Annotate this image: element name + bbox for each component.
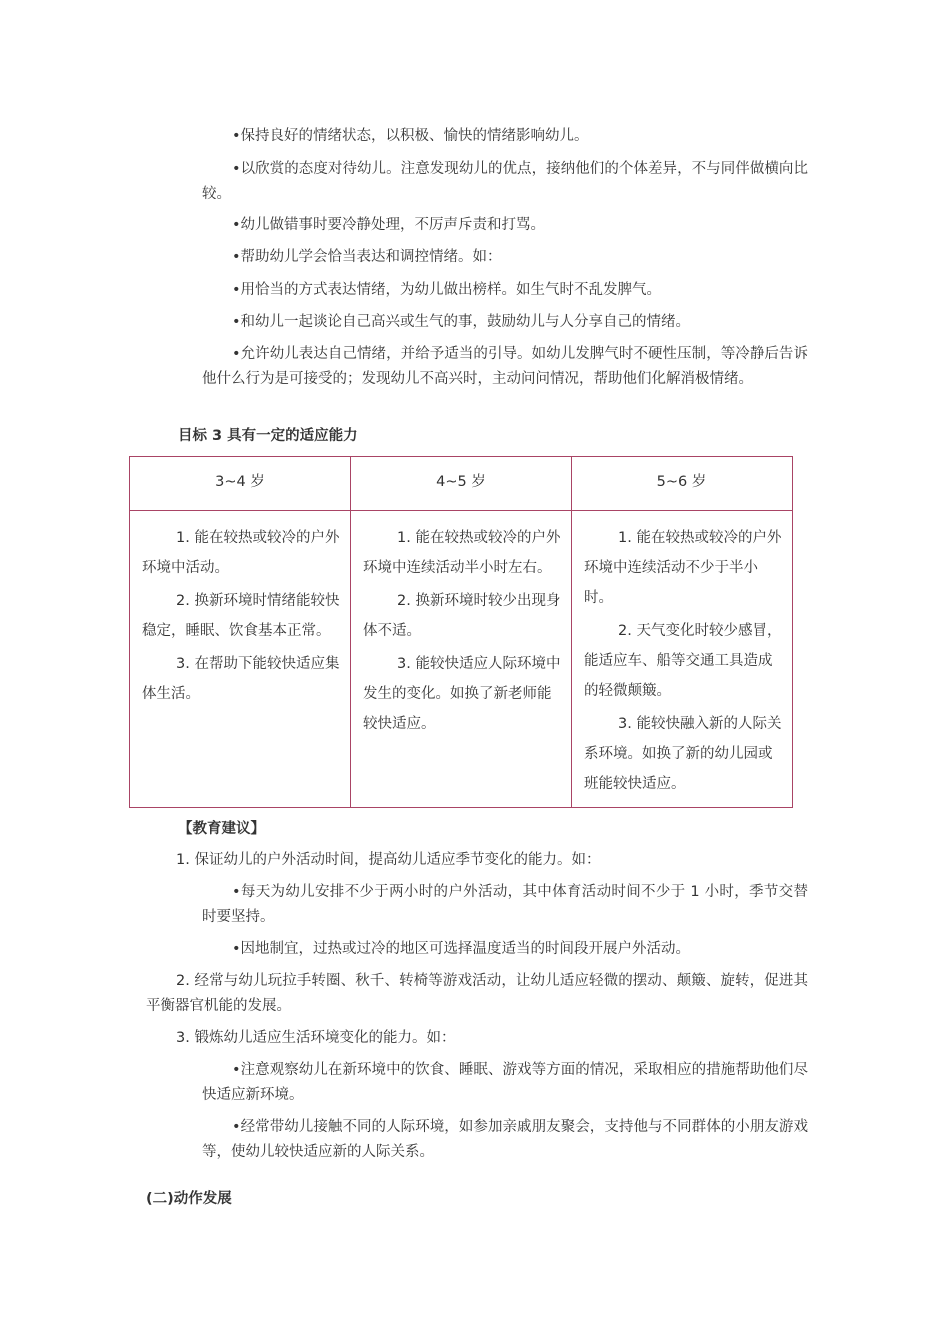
table-cell [142, 523, 342, 712]
bullet-paragraph: •因地制宜，过热或过冷的地区可选择温度适当的时间段开展户外活动。 [232, 941, 691, 957]
bullet-paragraph: •以欣赏的态度对待幼儿。注意发现幼儿的优点，接纳他们的个体差异，不与同伴做横向比较。 [202, 161, 808, 202]
section-title: (二)动作发展 [146, 1191, 232, 1207]
table-column-4-5 [351, 457, 571, 807]
bullet-paragraph: •每天为幼儿安排不少于两小时的户外活动，其中体育活动时间不少于 1 小时，季节交替时要坚持。 [202, 884, 808, 925]
advice-item: 1. 保证幼儿的户外活动时间，提高幼儿适应季节变化的能力。如： [176, 852, 601, 868]
table-cell-item: 2. 天气变化时较少感冒，能适应车、船等交通工具造成的轻微颠簸。 [584, 623, 782, 699]
bullet-paragraph: •经常带幼儿接触不同的人际环境，如参加亲戚朋友聚会，支持他与不同群体的小朋友游戏等，使幼儿较快适应新的人际关系。 [202, 1119, 808, 1160]
bullet-paragraph: •允许幼儿表达自己情绪，并给予适当的引导。如幼儿发脾气时不硬性压制，等冷静后告诉他什么行为是可接受的；发现幼儿不高兴时，主动问问情况，帮助他们化解消极情绪。 [202, 346, 808, 387]
table-cell-item: 1. 能在较热或较冷的户外环境中连续活动不少于半小时。 [584, 530, 782, 606]
table-cell [584, 523, 783, 802]
table-cell-item: 1. 能在较热或较冷的户外环境中连续活动半小时左右。 [363, 530, 561, 576]
table-cell-item: 3. 能较快适应人际环境中发生的变化。如换了新老师能较快适应。 [363, 656, 561, 732]
table-cell-item: 1. 能在较热或较冷的户外环境中活动。 [142, 530, 340, 576]
table-header-cell: 5~6 岁 [656, 474, 707, 490]
advice-item: 3. 锻炼幼儿适应生活环境变化的能力。如： [176, 1030, 456, 1046]
table-cell [363, 523, 563, 742]
table-column-3-4 [130, 457, 350, 807]
age-goal-table [129, 456, 793, 808]
table-header-cell: 3~4 岁 [215, 474, 265, 490]
bullet-paragraph: •帮助幼儿学会恰当表达和调控情绪。如： [232, 249, 502, 265]
bullet-paragraph: •幼儿做错事时要冷静处理，不厉声斥责和打骂。 [232, 217, 546, 233]
table-cell-item: 2. 换新环境时较少出现身体不适。 [363, 593, 561, 639]
advice-item: 2. 经常与幼儿玩拉手转圈、秋千、转椅等游戏活动，让幼儿适应轻微的摆动、颠簸、旋转，促进其平衡器官机能的发展。 [146, 973, 808, 1014]
bullet-paragraph: •用恰当的方式表达情绪，为幼儿做出榜样。如生气时不乱发脾气。 [232, 282, 662, 298]
table-cell-item: 3. 在帮助下能较快适应集体生活。 [142, 656, 340, 702]
goal-title: 目标 3 具有一定的适应能力 [178, 428, 358, 444]
table-cell-item: 3. 能较快融入新的人际关系环境。如换了新的幼儿园或班能较快适应。 [584, 716, 782, 792]
bullet-paragraph: •注意观察幼儿在新环境中的饮食、睡眠、游戏等方面的情况，采取相应的措施帮助他们尽快适应新环境。 [202, 1062, 808, 1103]
table-column-5-6 [572, 457, 791, 807]
table-header-cell: 4~5 岁 [436, 474, 486, 490]
bullet-paragraph: •保持良好的情绪状态，以积极、愉快的情绪影响幼儿。 [232, 128, 589, 144]
table-cell-item: 2. 换新环境时情绪能较快稳定，睡眠、饮食基本正常。 [142, 593, 340, 639]
bullet-paragraph: •和幼儿一起谈论自己高兴或生气的事，鼓励幼儿与人分享自己的情绪。 [232, 314, 691, 330]
advice-title: 【教育建议】 [178, 821, 265, 837]
